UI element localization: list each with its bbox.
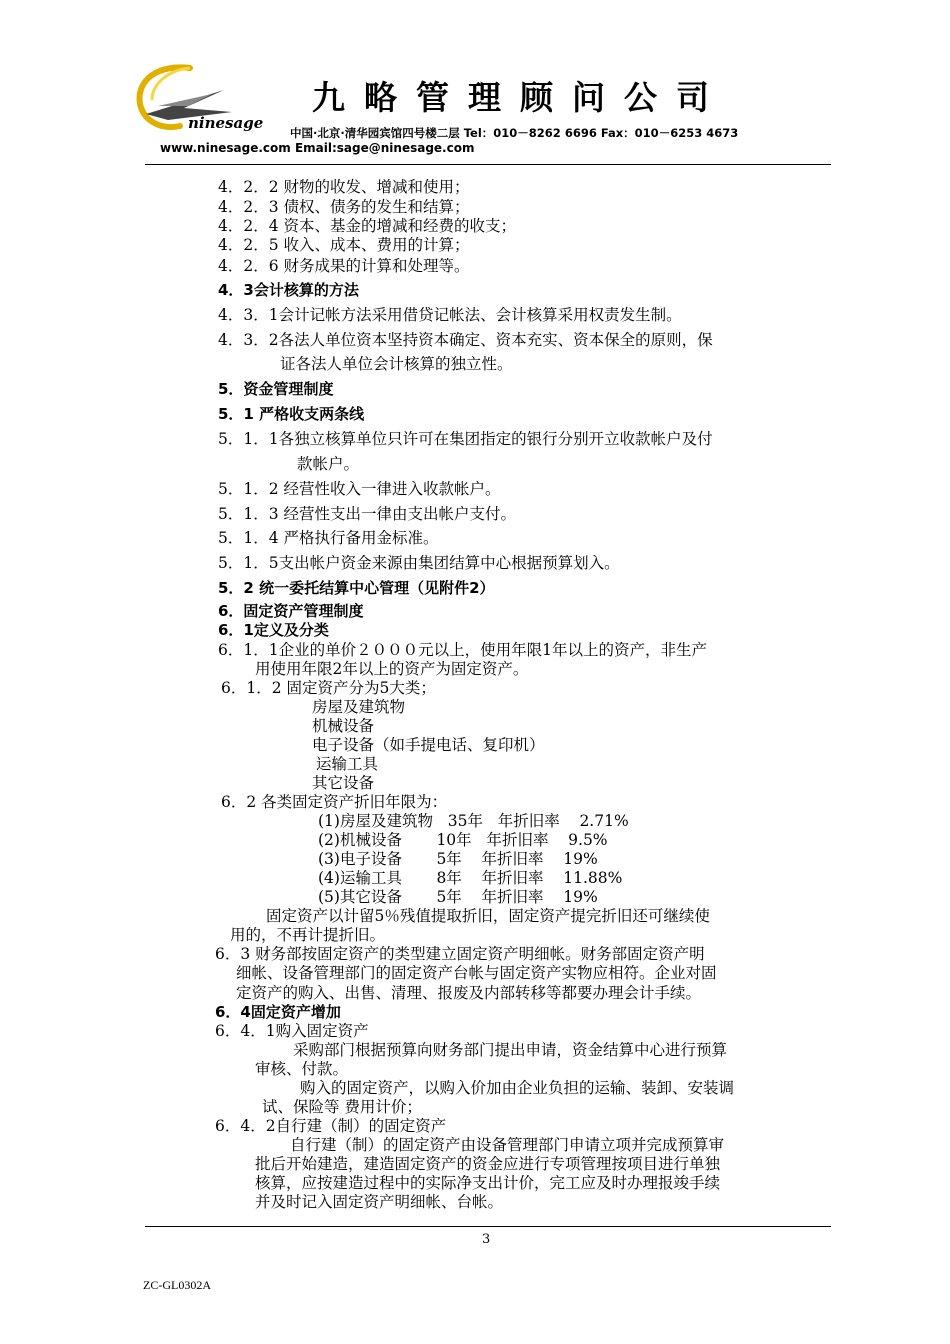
header-rule [145, 164, 831, 165]
body-line: 4．3．2各法人单位资本坚持资本确定、资本充实、资本保全的原则，保 [218, 331, 713, 349]
body-line: 6．2 各类固定资产折旧年限为： [221, 793, 448, 811]
body-line: 款帐户。 [297, 455, 360, 473]
body-line: 购入的固定资产，以购入价加由企业负担的运输、装卸、安装调 [300, 1079, 735, 1097]
body-line: 4．3．1会计记帐方法采用借贷记帐法、会计核算采用权责发生制。 [218, 306, 682, 324]
body-line: 电子设备（如手提电话、复印机） [312, 736, 545, 754]
body-line: 批后开始建造，建造固定资产的资金应进行专项管理按项目进行单独 [255, 1155, 721, 1173]
body-line: 6．4．1购入固定资产 [215, 1022, 369, 1040]
body-line: 用的，不再计提折旧。 [230, 926, 386, 944]
depreciation-row: (5)其它设备 5年 年折旧率 19% [318, 888, 598, 906]
body-line: 4．2．3 债权、债务的发生和结算； [218, 198, 470, 216]
body-line: 证各法人单位会计核算的独立性。 [280, 355, 513, 373]
body-line: 6．3 财务部按固定资产的类型建立固定资产明细帐。财务部固定资产明 [215, 945, 705, 963]
body-line: 5．1．4 严格执行备用金标准。 [218, 529, 439, 547]
company-name: 九略管理顾问公司 [312, 78, 728, 117]
section-heading: 4．3会计核算的方法 [218, 281, 359, 299]
body-line: 5．1．2 经营性收入一律进入收款帐户。 [218, 480, 501, 498]
body-line: 用使用年限2年以上的资产为固定资产。 [255, 660, 529, 678]
page-number: 3 [482, 1232, 491, 1247]
section-heading: 6．1定义及分类 [218, 621, 329, 639]
body-line: 自行建（制）的固定资产由设备管理部门申请立项并完成预算审 [290, 1136, 725, 1154]
depreciation-row: (4)运输工具 8年 年折旧率 11.88% [318, 869, 623, 887]
body-line: 4．2．4 资本、基金的增减和经费的收支； [218, 217, 517, 235]
body-line: 细帐、设备管理部门的固定资产台帐与固定资产实物应相符。企业对固 [236, 964, 717, 982]
body-line: 固定资产以计留5％残值提取折旧，固定资产提完折旧还可继续使 [266, 907, 710, 925]
body-line: 5．1．5支出帐户资金来源由集团结算中心根据预算划入。 [218, 554, 620, 572]
section-heading: 5．1 严格收支两条线 [218, 405, 365, 423]
depreciation-row: (2)机械设备 10年 年折旧率 9.5% [318, 831, 608, 849]
body-line: 机械设备 [312, 717, 375, 735]
body-line: 6．1．2 固定资产分为5大类； [221, 679, 436, 697]
depreciation-row: (1)房屋及建筑物 35年 年折旧率 2.71% [318, 812, 629, 830]
body-line: 运输工具 [316, 755, 379, 773]
body-line: 定资产的购入、出售、清理、报废及内部转移等都要办理会计手续。 [236, 984, 702, 1002]
body-line: 审核、付款。 [255, 1060, 349, 1078]
body-line: 试、保险等 费用计价； [262, 1098, 422, 1116]
company-web-email: www.ninesage.com Email:sage@ninesage.com [160, 141, 475, 155]
depreciation-row: (3)电子设备 5年 年折旧率 19% [318, 850, 598, 868]
body-line: 核算，应按建造过程中的实际净支出计价，完工应及时办理报竣手续 [255, 1174, 721, 1192]
body-line: 6．4．2自行建（制）的固定资产 [215, 1117, 447, 1135]
body-line: 采购部门根据预算向财务部门提出申请，资金结算中心进行预算 [293, 1041, 728, 1059]
svg-text:ninesage: ninesage [188, 114, 264, 132]
section-heading: 6．4固定资产增加 [215, 1003, 341, 1021]
body-line: 并及时记入固定资产明细帐、台帐。 [255, 1193, 504, 1211]
body-line: 5．1．1各独立核算单位只许可在集团指定的银行分别开立收款帐户及付 [218, 430, 713, 448]
body-line: 5．1．3 经营性支出一律由支出帐户支付。 [218, 505, 517, 523]
ninesage-logo [128, 60, 268, 152]
body-line: 4．2．2 财物的收发、增减和使用； [218, 178, 470, 196]
section-heading: 6．固定资产管理制度 [218, 602, 364, 620]
section-heading: 5．2 统一委托结算中心管理（见附件2） [218, 579, 495, 597]
body-line: 4．2．6 财务成果的计算和处理等。 [218, 257, 470, 275]
body-line: 其它设备 [312, 774, 375, 792]
footer-rule [145, 1226, 831, 1227]
document-code: ZC-GL0302A [143, 1278, 211, 1292]
section-heading: 5．资金管理制度 [218, 380, 334, 398]
body-line: 房屋及建筑物 [312, 698, 406, 716]
company-address: 中国·北京·清华园宾馆四号楼二层 Tel：010－8262 6696 Fax：010－6253 4673 [290, 126, 739, 140]
body-line: 6．1．1企业的单价２０００元以上，使用年限1年以上的资产，非生产 [218, 641, 707, 659]
body-line: 4．2．5 收入、成本、费用的计算； [218, 236, 470, 254]
